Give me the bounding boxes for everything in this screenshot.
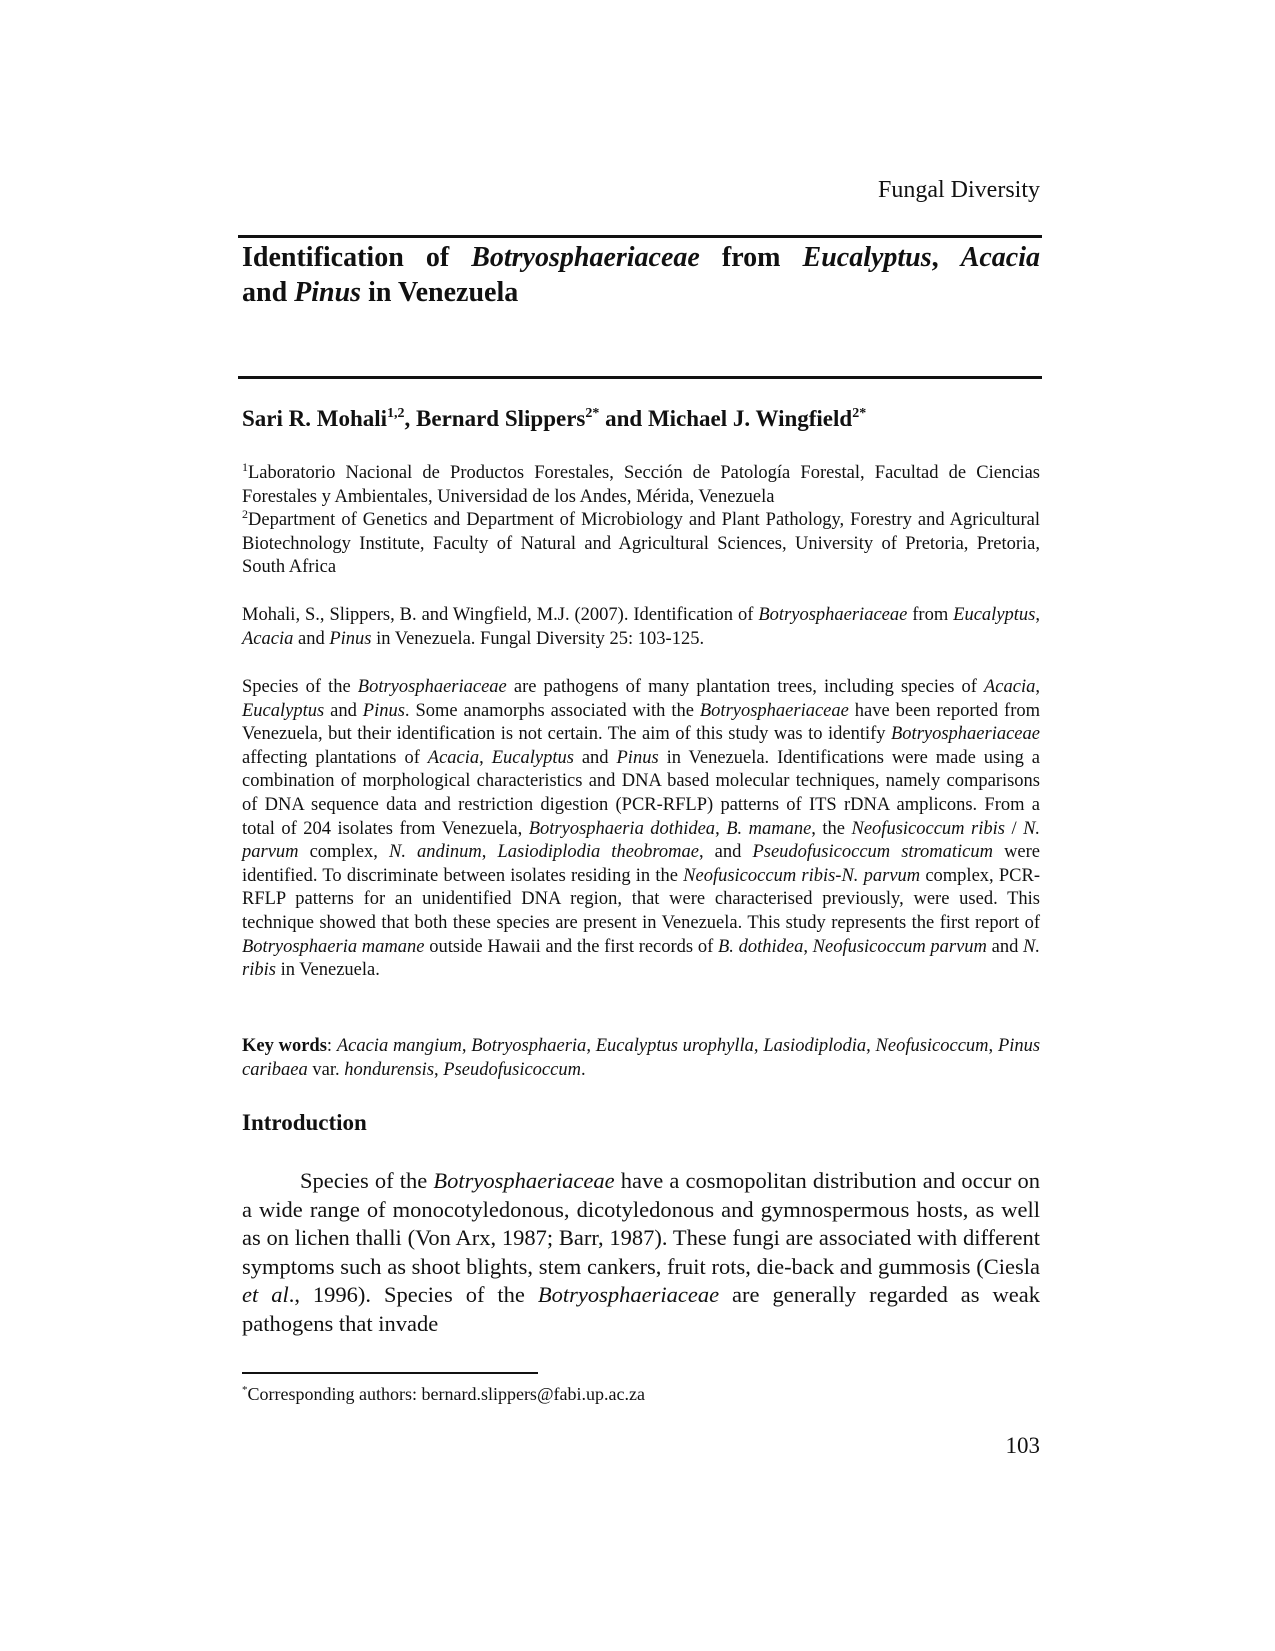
author-1-affiliation-mark: 1,2 — [387, 406, 405, 421]
introduction-paragraph: Species of the Botryosphaeriaceae have a cosmopolitan distribution and occur on a wide range of monocotyledonous, dicotyledonous and gymnospermous hosts, as well as on lichen thalli (Von Arx, 1987; Barr, 1987). These fungi are associated with different symptoms such as shoot blights, stem cankers, fruit rots, die-back and gummosis (Ciesla et al., 1996). Species of the Botryosphaeriaceae are generally regarded as weak pathogens that invade — [242, 1168, 1040, 1336]
title-line-2: and Pinus in Venezuela — [242, 277, 519, 308]
footnote-text: Corresponding authors: bernard.slippers@fabi.up.ac.za — [247, 1384, 645, 1404]
article-title — [242, 240, 1040, 310]
section-heading-introduction: Introduction — [242, 1110, 367, 1135]
author-2-affiliation-mark: 2* — [585, 406, 600, 421]
keywords-label: Key words — [242, 1036, 327, 1056]
footnote-rule — [242, 1372, 538, 1374]
affiliation-1: $^1$Laboratorio Nacional de Productos Forestales, Sección de Patología Forestal, Facultad de Ciencias Forestales y Ambientales, Universidad de los Andes, Mérida, Venezuela — [242, 460, 1040, 507]
author-3: Michael J. Wingfield$^{2*}$ — [647, 406, 867, 431]
footnote-marker: * — [242, 1384, 248, 1396]
title-top-rule — [238, 235, 1042, 238]
abstract: Species of the Botryosphaeriaceae are pathogens of many plantation trees, including species of Acacia, Eucalyptus and Pinus. Some anamorphs associated with the Botryosphaeriaceae have been reported from Venezuela, but their identification is not certain. The aim of this study was to identify Botryosphaeriaceae affecting plantations of Acacia, Eucalyptus and Pinus in Venezuela. Identifications were made using a combination of morphological characteristics and DNA based molecular techniques, namely comparisons of DNA sequence data and restriction digestion (PCR-RFLP) patterns of ITS rDNA amplicons. From a total of 204 isolates from Venezuela, Botryosphaeria dothidea, B. mamane, the Neofusicoccum ribis / N. parvum complex, N. andinum, Lasiodiplodia theobromae, and Pseudofusicoccum stromaticum were identified. To discriminate between isolates residing in the Neofusicoccum ribis-N. parvum complex, PCR-RFLP patterns for an unidentified DNA region, that were characterised previously, were used. This technique showed that both these species are present in Venezuela. This study represents the first report of Botryosphaeria mamane outside Hawaii and the first records of B. dothidea, Neofusicoccum parvum and N. ribis in Venezuela. — [242, 677, 1041, 981]
keywords-list: : Acacia mangium, Botryosphaeria, Eucalyptus urophylla, Lasiodiplodia, Neofusicoccum, Pinus caribaea var. hondurensis, Pseudofusicoccum. — [242, 1036, 1041, 1080]
keywords — [242, 1035, 1040, 1082]
citation-block: Mohali, S., Slippers, B. and Wingfield, M.J. (2007). Identification of Botryosphaeriaceae from Eucalyptus, Acacia and Pinus in Venezuela. Fungal Diversity 25: 103-125. — [242, 605, 1040, 649]
footnote — [242, 1382, 1040, 1406]
affiliations — [242, 462, 1040, 580]
author-1: Sari R. Mohali$^{1,2}$, — [242, 406, 417, 431]
author-3-affiliation-mark: 2* — [852, 406, 867, 421]
title-line-1: Identification of Botryosphaeriaceae from Eucalyptus, Acacia — [242, 242, 1041, 273]
author-2: Bernard Slippers$^{2*}$ and — [416, 406, 648, 431]
affiliation-2: $^2$Department of Genetics and Department of Microbiology and Plant Pathology, Forestry and Agricultural Biotechnology Institute, Faculty of Natural and Agricultural Sciences, University of Pretoria, Pretoria, South Africa — [242, 507, 1040, 577]
page-number: 103 — [1005, 1433, 1040, 1458]
journal-name: Fungal Diversity — [878, 177, 1040, 203]
author-list — [242, 404, 1040, 434]
title-bottom-rule — [238, 376, 1042, 379]
